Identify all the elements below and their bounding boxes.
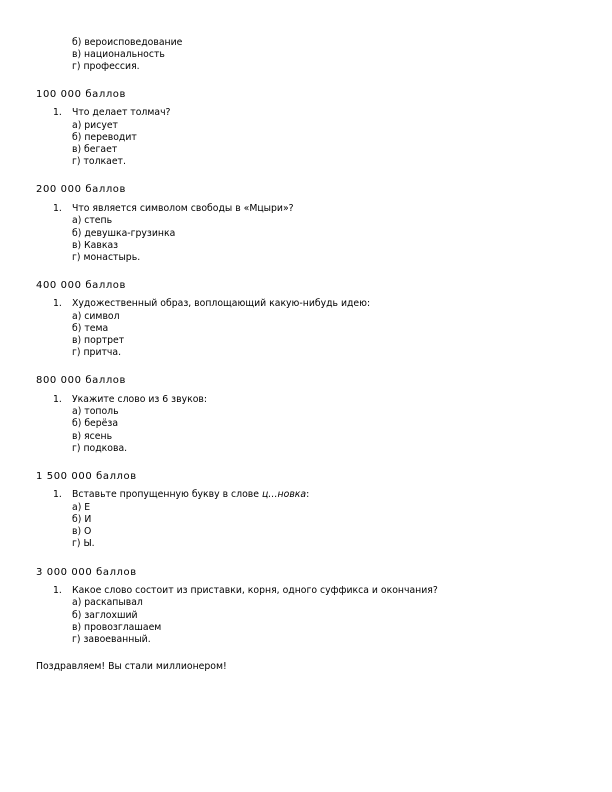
option-text: г) монастырь. xyxy=(72,252,141,263)
section-heading: 800 000 баллов xyxy=(36,375,127,386)
option-text: г) Ы. xyxy=(72,538,95,549)
option-text: в) национальность xyxy=(72,49,165,60)
final-message: Поздравляем! Вы стали миллионером! xyxy=(36,661,227,672)
question-text: Укажите слово из 6 звуков: xyxy=(72,394,208,405)
question-number: 1. xyxy=(53,489,62,500)
question-text-prefix: Вставьте пропущенную букву в слове xyxy=(72,489,262,500)
option-text: а) степь xyxy=(72,215,113,226)
question-number: 1. xyxy=(53,298,62,309)
question-number: 1. xyxy=(53,585,62,596)
option-text: б) девушка-грузинка xyxy=(72,228,176,239)
option-text: а) рисует xyxy=(72,120,118,131)
option-text: в) провозглашаем xyxy=(72,622,162,633)
option-text: в) ясень xyxy=(72,431,113,442)
option-text: г) подкова. xyxy=(72,443,128,454)
question-text: Художественный образ, воплощающий какую-нибудь идею: xyxy=(72,298,371,309)
question-text: Что делает толмач? xyxy=(72,107,171,118)
question-number: 1. xyxy=(53,107,62,118)
option-text: г) профессия. xyxy=(72,61,140,72)
section-heading: 400 000 баллов xyxy=(36,280,127,291)
option-text: в) Кавказ xyxy=(72,240,119,251)
option-text: б) переводит xyxy=(72,132,137,143)
option-text: б) берёза xyxy=(72,418,119,429)
option-text: г) толкает. xyxy=(72,156,126,167)
section-heading: 3 000 000 баллов xyxy=(36,567,137,578)
option-text: в) бегает xyxy=(72,144,118,155)
option-text: б) заглохший xyxy=(72,610,138,621)
option-text: а) тополь xyxy=(72,406,119,417)
section-heading: 200 000 баллов xyxy=(36,184,127,195)
option-text: б) И xyxy=(72,514,92,525)
option-text: а) раскапывал xyxy=(72,597,143,608)
option-text: б) вероисповедование xyxy=(72,37,183,48)
option-text: в) портрет xyxy=(72,335,125,346)
question-text: Какое слово состоит из приставки, корня, одного суффикса и окончания? xyxy=(72,585,438,596)
question-number: 1. xyxy=(53,203,62,214)
section-heading: 1 500 000 баллов xyxy=(36,471,137,482)
option-text: г) завоеванный. xyxy=(72,634,151,645)
option-text: г) притча. xyxy=(72,347,122,358)
option-text: в) О xyxy=(72,526,92,537)
option-text: а) Е xyxy=(72,502,91,513)
question-text: Что является символом свободы в «Мцыри»? xyxy=(72,203,294,214)
question-text xyxy=(72,489,309,501)
section-heading: 100 000 баллов xyxy=(36,89,127,100)
option-text: б) тема xyxy=(72,323,109,334)
question-word-italic: ц…новка xyxy=(261,489,307,500)
question-number: 1. xyxy=(53,394,62,405)
option-text: а) символ xyxy=(72,311,120,322)
question-text-suffix: : xyxy=(306,489,310,500)
